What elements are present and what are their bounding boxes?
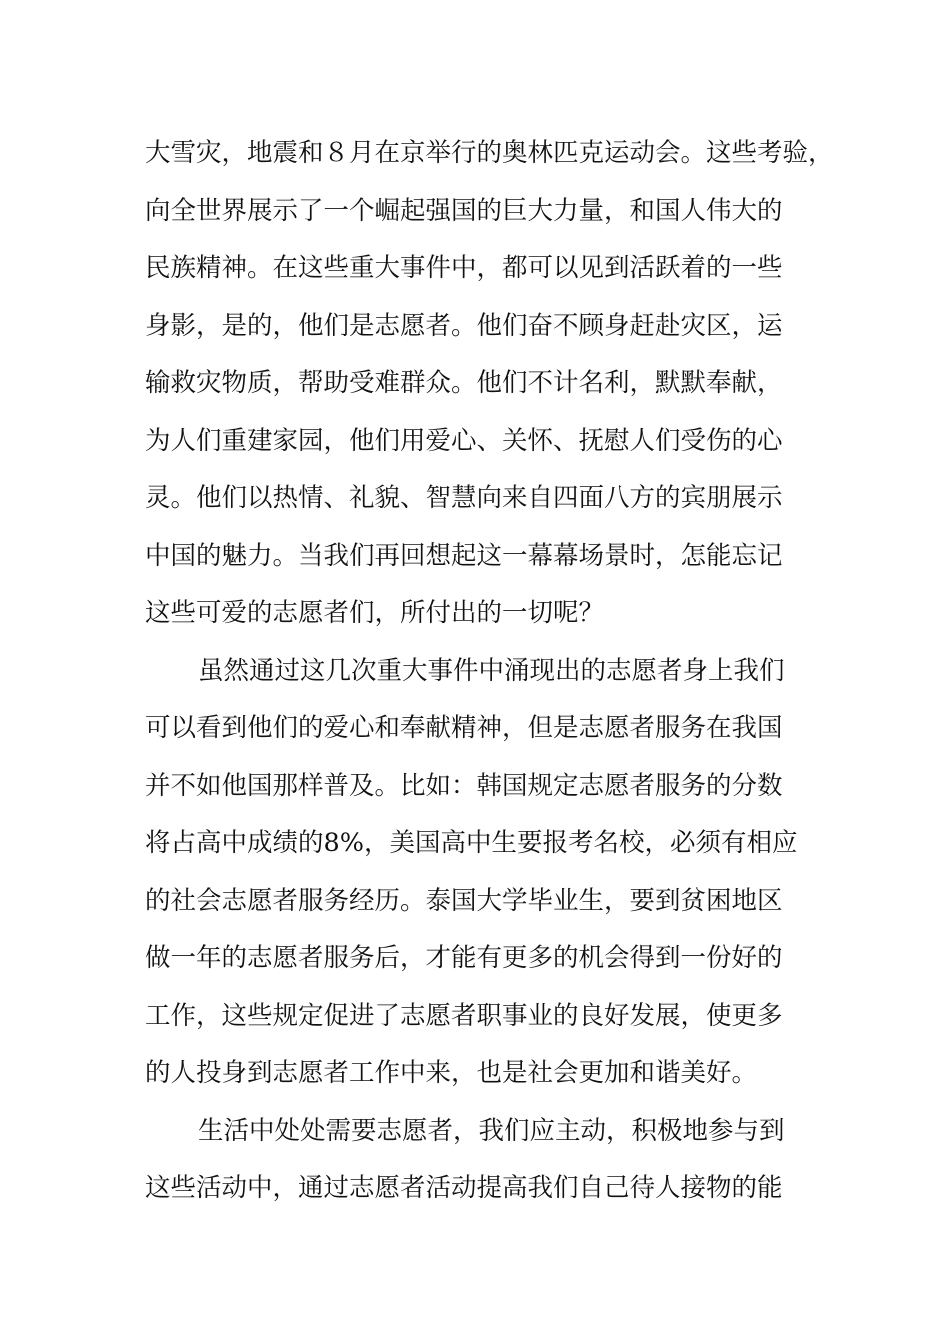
paragraph-2-line-7: 工作，这些规定促进了志愿者职事业的良好发展，使更多: [145, 1000, 783, 1031]
paragraph-2-line-5: 的社会志愿者服务经历。泰国大学毕业生，要到贫困地区: [145, 885, 783, 916]
paragraph-1-line-4: 身影，是的，他们是志愿者。他们奋不顾身赶赴灾区，运: [145, 310, 783, 341]
paragraph-2-line-1: 虽然通过这几次重大事件中涌现出的志愿者身上我们: [198, 655, 785, 686]
paragraph-1-line-8: 中国的魅力。当我们再回想起这一幕幕场景时，怎能忘记: [145, 540, 783, 571]
paragraph-1-line-5: 输救灾物质，帮助受难群众。他们不计名利，默默奉献，: [145, 368, 783, 398]
paragraph-1-line-2: 向全世界展示了一个崛起强国的巨大力量，和国人伟大的: [145, 195, 783, 226]
paragraph-1-line-1: 大雪灾，地震和８月在京举行的奥林匹克运动会。这些考验，: [145, 138, 834, 168]
body-text: [145, 125, 845, 1218]
paragraph-2-line-4: 将占高中成绩的8%，美国高中生要报考名校，必须有相应: [145, 828, 798, 858]
paragraph-1-line-6: 为人们重建家园，他们用爱心、关怀、抚慰人们受伤的心: [145, 425, 783, 456]
paragraph-1-line-3: 民族精神。在这些重大事件中，都可以见到活跃着的一些: [145, 253, 783, 283]
paragraph-3-line-1: 生活中处处需要志愿者，我们应主动，积极地参与到: [198, 1115, 785, 1146]
paragraph-3-line-2: 这些活动中，通过志愿者活动提高我们自己待人接物的能: [145, 1173, 783, 1203]
paragraph-1-line-9: 这些可爱的志愿者们，所付出的一切呢？: [145, 598, 605, 628]
paragraph-2-line-3: 并不如他国那样普及。比如：韩国规定志愿者服务的分数: [145, 770, 783, 801]
paragraph-1-line-7: 灵。他们以热情、礼貌、智慧向来自四面八方的宾朋展示: [145, 483, 783, 513]
paragraph-2-line-2: 可以看到他们的爱心和奉献精神，但是志愿者服务在我国: [145, 713, 783, 743]
paragraph-2-line-8: 的人投身到志愿者工作中来，也是社会更加和谐美好。: [145, 1058, 758, 1088]
paragraph-2-line-6: 做一年的志愿者服务后，才能有更多的机会得到一份好的: [145, 943, 783, 973]
